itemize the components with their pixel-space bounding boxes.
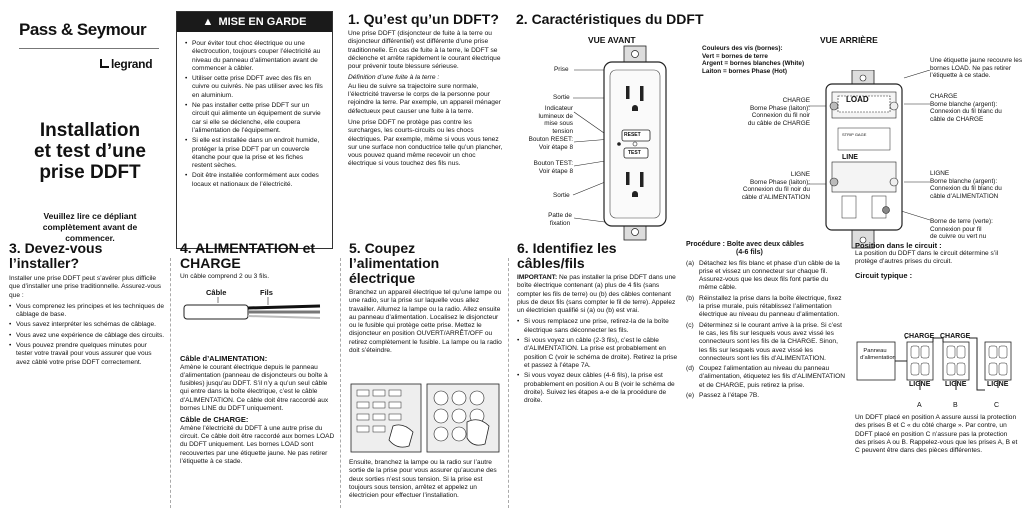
legrand-logo: legrand <box>100 57 152 71</box>
section-1-p3: Une prise DDFT ne protège pas contre les surcharges, les courts-circuits ou les chocs électriques. Par exemple, même si vous vous tenez sur une surface non conductrice telle qu’un plancher, vous pouvez quand même recevoir un choc électrique si vous touchez des fils nus. <box>348 118 503 168</box>
warning-list <box>177 32 332 189</box>
list-item: • Si vous remplacez une prise, retirez-la de la boîte électrique sans déconnecter les fils. <box>517 318 681 335</box>
strip-gage-text: STRIP GAGE <box>842 132 867 137</box>
back-view-diagram <box>808 70 932 250</box>
warning-item: • Doit être installée conformément aux codes locaux et nationaux de l’électricité. <box>185 172 324 189</box>
section-3 <box>9 241 165 369</box>
wires-label: Fils <box>260 288 273 298</box>
warning-item: • Si elle est installée dans un endroit humide, protéger la prise DDFT par un couvercle étanche pour que la prise et les fiches restent sèches. <box>185 137 324 170</box>
screw-colors-legend: Couleurs des vis (bornes): Vert = bornes de terre Argent = bornes blanches (White) Laiton = bornes Phase (Hot) <box>702 45 805 75</box>
section-4-title: 4. ALIMENTATION et CHARGE <box>180 240 316 271</box>
label-load-hot: CHARGE Borne Phase (laiton): Connexion du fil noir du câble de CHARGE <box>747 97 810 127</box>
section-5-p1: Branchez un appareil électrique tel qu’une lampe ou une radio, sur la prise sur laquelle vous allez travailler. Allumez la lampe ou la radio. Allez ensuite au panneau d’alimentation. Localisez le disjoncteur ou le fusible qui protège cette prise. Mettez le disjoncteur en position OUVERT/ARRÊT/OFF ou retirez complètement le fusible. La lampe ou la radio doit s’éteindre. <box>349 289 502 355</box>
page-title: Installation et test d’une prise DDFT <box>34 120 146 183</box>
reset-text: RESET <box>624 132 641 138</box>
back-view-label: VUE ARRIÈRE <box>820 35 878 45</box>
section-6-title: 6. Identifiez les câbles/fils <box>517 240 617 271</box>
label-outlet-top: Sortie <box>553 94 570 101</box>
section-5 <box>349 241 504 355</box>
circuit-diagram <box>855 330 1023 412</box>
warning-triangle-icon: ▲ <box>202 16 214 28</box>
list-item: • Si vous voyez un câble (2-3 fils), c’est le câble d’ALIMENTATION. La prise est probablement en position C (voir le schéma de droite). Retirez la prise et passez à l’étape 7A. <box>517 337 681 370</box>
legrand-mark-icon <box>100 59 109 68</box>
circuit-position-title: Position dans le circuit : <box>855 241 942 250</box>
cable-label: Câble <box>206 288 227 298</box>
section-1-p2: Au lieu de suivre sa trajectoire sure normale, l’électricité traverse le corps de la personne pour rejoindre la terre. Par exemple, un appareil ménager défectueux peut causer une fuite à la terre. <box>348 82 501 115</box>
indicator-light <box>617 142 621 146</box>
line-text: LINE <box>842 154 858 161</box>
circuit-position-text: La position du DDFT dans le circuit détermine s’il protège d’autres prises du circuit. <box>855 250 999 266</box>
warning-item: • Ne pas installer cette prise DDFT sur un circuit qui alimente un équipement de survie car si elle se déclenche, elle coupera l’alimentation de l’équipement. <box>185 102 324 135</box>
position-a: A <box>917 402 922 409</box>
list-item: • Vous savez interpréter les schémas de câblage. <box>9 321 165 329</box>
test-text: TEST <box>628 150 641 156</box>
procedure-step: (b) Réinstallez la prise dans la boîte électrique, fixez la prise murale, puis rétablissez l’alimentation électrique au niveau du panneau d’alimentation. <box>686 294 842 319</box>
ground-screw <box>883 207 890 214</box>
label-receptacle: Prise <box>554 66 569 73</box>
list-item: • Vous avez une expérience de câblage des circuits. <box>9 332 165 340</box>
list-item: • Vous comprenez les principes et les techniques de câblage de base. <box>9 303 165 320</box>
section-3-intro: Installer une prise DDFT peut s’avérer plus difficile que d’installer une prise traditionnelle. Assurez-vous que : <box>9 275 162 299</box>
procedure-step: (d) Coupez l’alimentation au niveau du panneau d’alimentation, étiquetez les fils d’ALIMENTATION et de CHARGE, puis retirez la prise. <box>686 365 845 389</box>
section-6 <box>517 241 681 407</box>
label-reset-button: Bouton RESET: Voir étape 8 <box>528 136 573 151</box>
section-5-p2: Ensuite, branchez la lampe ou la radio sur l’autre sortie de la prise pour vous assurer qu’aucune des deux sorties n’est sous tension. Si la prise est toujours sous tension, arrêtez et appelez un électricien pour effectuer l’installation. <box>349 459 497 500</box>
section-5-title: 5. Coupez l’alimentation électrique <box>349 240 440 286</box>
circuit-position <box>855 241 1019 280</box>
typical-circuit-label: Circuit typique : <box>855 270 913 280</box>
breaker-panel-illustration <box>349 382 501 454</box>
front-view-diagram <box>540 40 680 250</box>
section-1 <box>348 12 504 172</box>
position-c: C <box>994 402 1000 409</box>
brand-logo: Pass & Seymour <box>19 20 147 39</box>
panel-label: Panneau d’alimentation <box>860 348 896 361</box>
section-2-title: 2. Caractéristiques du DDFT <box>516 11 704 27</box>
charge-label-a: CHARGE <box>904 333 935 340</box>
front-view-label: VUE AVANT <box>588 35 636 45</box>
circuit-explanation: Un DDFT placé en position A assure aussi la protection des prises B et C « du côté charge ». Par contre, un DDFT placé en position C n’assure pas la protection des prises A ou B. Rappelez-vous que les prises A, B et C peuvent être dans des pièces différentes. <box>855 414 1018 455</box>
section-3-list <box>9 303 165 367</box>
procedure-step: (c) Déterminez si le courant arrive à la prise. Si c’est le cas, les fils sur lesquels vous avez vissé les connecteurs sont les fils de la CHARGE. Sinon, les fils sur lesquels vous avez vissé les connecteurs sont les fils d’ALIMENTATION. <box>686 321 842 362</box>
line-cable-heading: Câble d’ALIMENTATION: <box>180 354 268 364</box>
label-outlet-bottom: Sortie <box>553 192 570 199</box>
charge-label-b: CHARGE <box>940 333 971 340</box>
section-1-p1: Une prise DDFT (disjoncteur de fuite à la terre ou disjoncteur différentiel) est différente d’une prise traditionnelle. En cas de fuite à la terre, le DDFT se déclenche et arrête rapidement le courant électrique pour prévenir toute blessure sérieuse. <box>348 30 501 71</box>
label-ground: Borne de terre (verte): Connexion pour fil de cuivre ou vert nu <box>930 218 993 241</box>
section-6-important: IMPORTANT: Ne pas installer la prise DDFT dans une boîte électrique contenant (a) plus de 4 fils (sans compter les fils de terre) ou (b) des câbles contenant plus de deux fils (sans compter le fil de terre). Appelez un électricien qualifié si (a) ou (b) est vrai. <box>517 274 676 315</box>
load-cable-heading: Câble de CHARGE: <box>180 415 249 425</box>
column-separator <box>170 258 171 508</box>
section-1-def: Définition d’une fuite à la terre : <box>348 74 440 82</box>
warning-header: ▲ MISE EN GARDE <box>177 12 332 32</box>
column-separator <box>340 258 341 508</box>
list-item: • Vous pouvez prendre quelques minutes pour tester votre travail pour vous assurer que vous avez câblé votre prise DDFT correctement. <box>9 342 165 367</box>
list-item: • Si vous voyez deux câbles (4-6 fils), la prise est probablement en position A ou B (voir le schéma de droite). Suivez les étapes a-e de la procédure de droite. <box>517 372 681 405</box>
section-4 <box>180 241 335 466</box>
warning-item: • Utiliser cette prise DDFT avec des fils en cuivre ou cuivrés. Ne pas utiliser avec les fils en aluminium. <box>185 75 324 100</box>
procedure-step: (e) Passez à l’étape 7B. <box>686 392 760 400</box>
label-load-white: CHARGE Borne blanche (argent): Connexion du fil blanc du câble de CHARGE <box>930 93 1002 123</box>
load-cable-text: Amène l’électricité du DDFT à une autre prise du circuit. Ce câble doit être raccordé aux bornes LOAD du DDFT uniquement. Les bornes LOAD sont recouvertes par une étiquette jaune. Ne pas retirer l’étiquette à ce stade. <box>180 424 335 465</box>
procedure <box>686 241 846 400</box>
label-indicator: Indicateur lumineux de mise sous tension <box>538 105 573 135</box>
label-test-button: Bouton TEST: Voir étape 8 <box>533 160 573 175</box>
warning-box <box>176 11 333 249</box>
section-1-title: 1. Qu’est qu’un DDFT? <box>348 11 499 27</box>
read-note: Veuillez lire ce dépliant complètement avant de commencer. <box>42 211 138 243</box>
column-separator <box>508 258 509 508</box>
line-cable-text: Amène le courant électrique depuis le panneau d’alimentation (panneau de disjoncteurs ou boîte à fusibles) jusqu’au DDFT. S’il n’y a qu’un seul câble qui entre dans la boîte électrique, c’est le câble d’ALIMENTATION. Ce câble doit être raccordé aux bornes LINE du DDFT uniquement. <box>180 363 329 413</box>
ligne-label-b: LIGNE <box>945 381 967 388</box>
procedure-step: (a) Détachez les fils blanc et phase d’un câble de la prise et vissez un connecteur sur chaque fil. Assurez-vous que les deux fils font partie du même câble. <box>686 259 840 292</box>
section-4-intro: Un câble comprend 2 ou 3 fils. <box>180 273 270 280</box>
procedure-title: Procédure : Boîte avec deux câbles (4-6 fils) <box>686 241 804 257</box>
position-b: B <box>953 402 958 409</box>
label-line-hot: LIGNE Borne Phase (laiton): Connexion du fil noir du câble d’ALIMENTATION <box>741 171 810 201</box>
warning-item: • Pour éviter tout choc électrique ou une électrocution, toujours couper l’électricité au niveau du panneau d’alimentation avant de commencer à câbler. <box>185 40 324 73</box>
cable-diagram <box>180 281 335 331</box>
label-yellow-sticker: Une étiquette jaune recouvre les bornes LOAD. Ne pas retirer l’étiquette à ce stade. <box>930 57 1023 80</box>
section-6-list <box>517 318 681 405</box>
ligne-label-a: LIGNE <box>909 381 931 388</box>
brand-divider <box>19 48 159 49</box>
section-3-title: 3. Devez-vous l’installer? <box>9 240 103 271</box>
label-mounting-strap: Patte de fixation <box>548 212 572 227</box>
ligne-label-c: LIGNE <box>987 381 1009 388</box>
load-text: LOAD <box>846 95 869 104</box>
procedure-steps <box>686 260 846 401</box>
label-line-white: LIGNE Borne blanche (argent): Connexion du fil blanc du câble d’ALIMENTATION <box>930 170 1002 200</box>
